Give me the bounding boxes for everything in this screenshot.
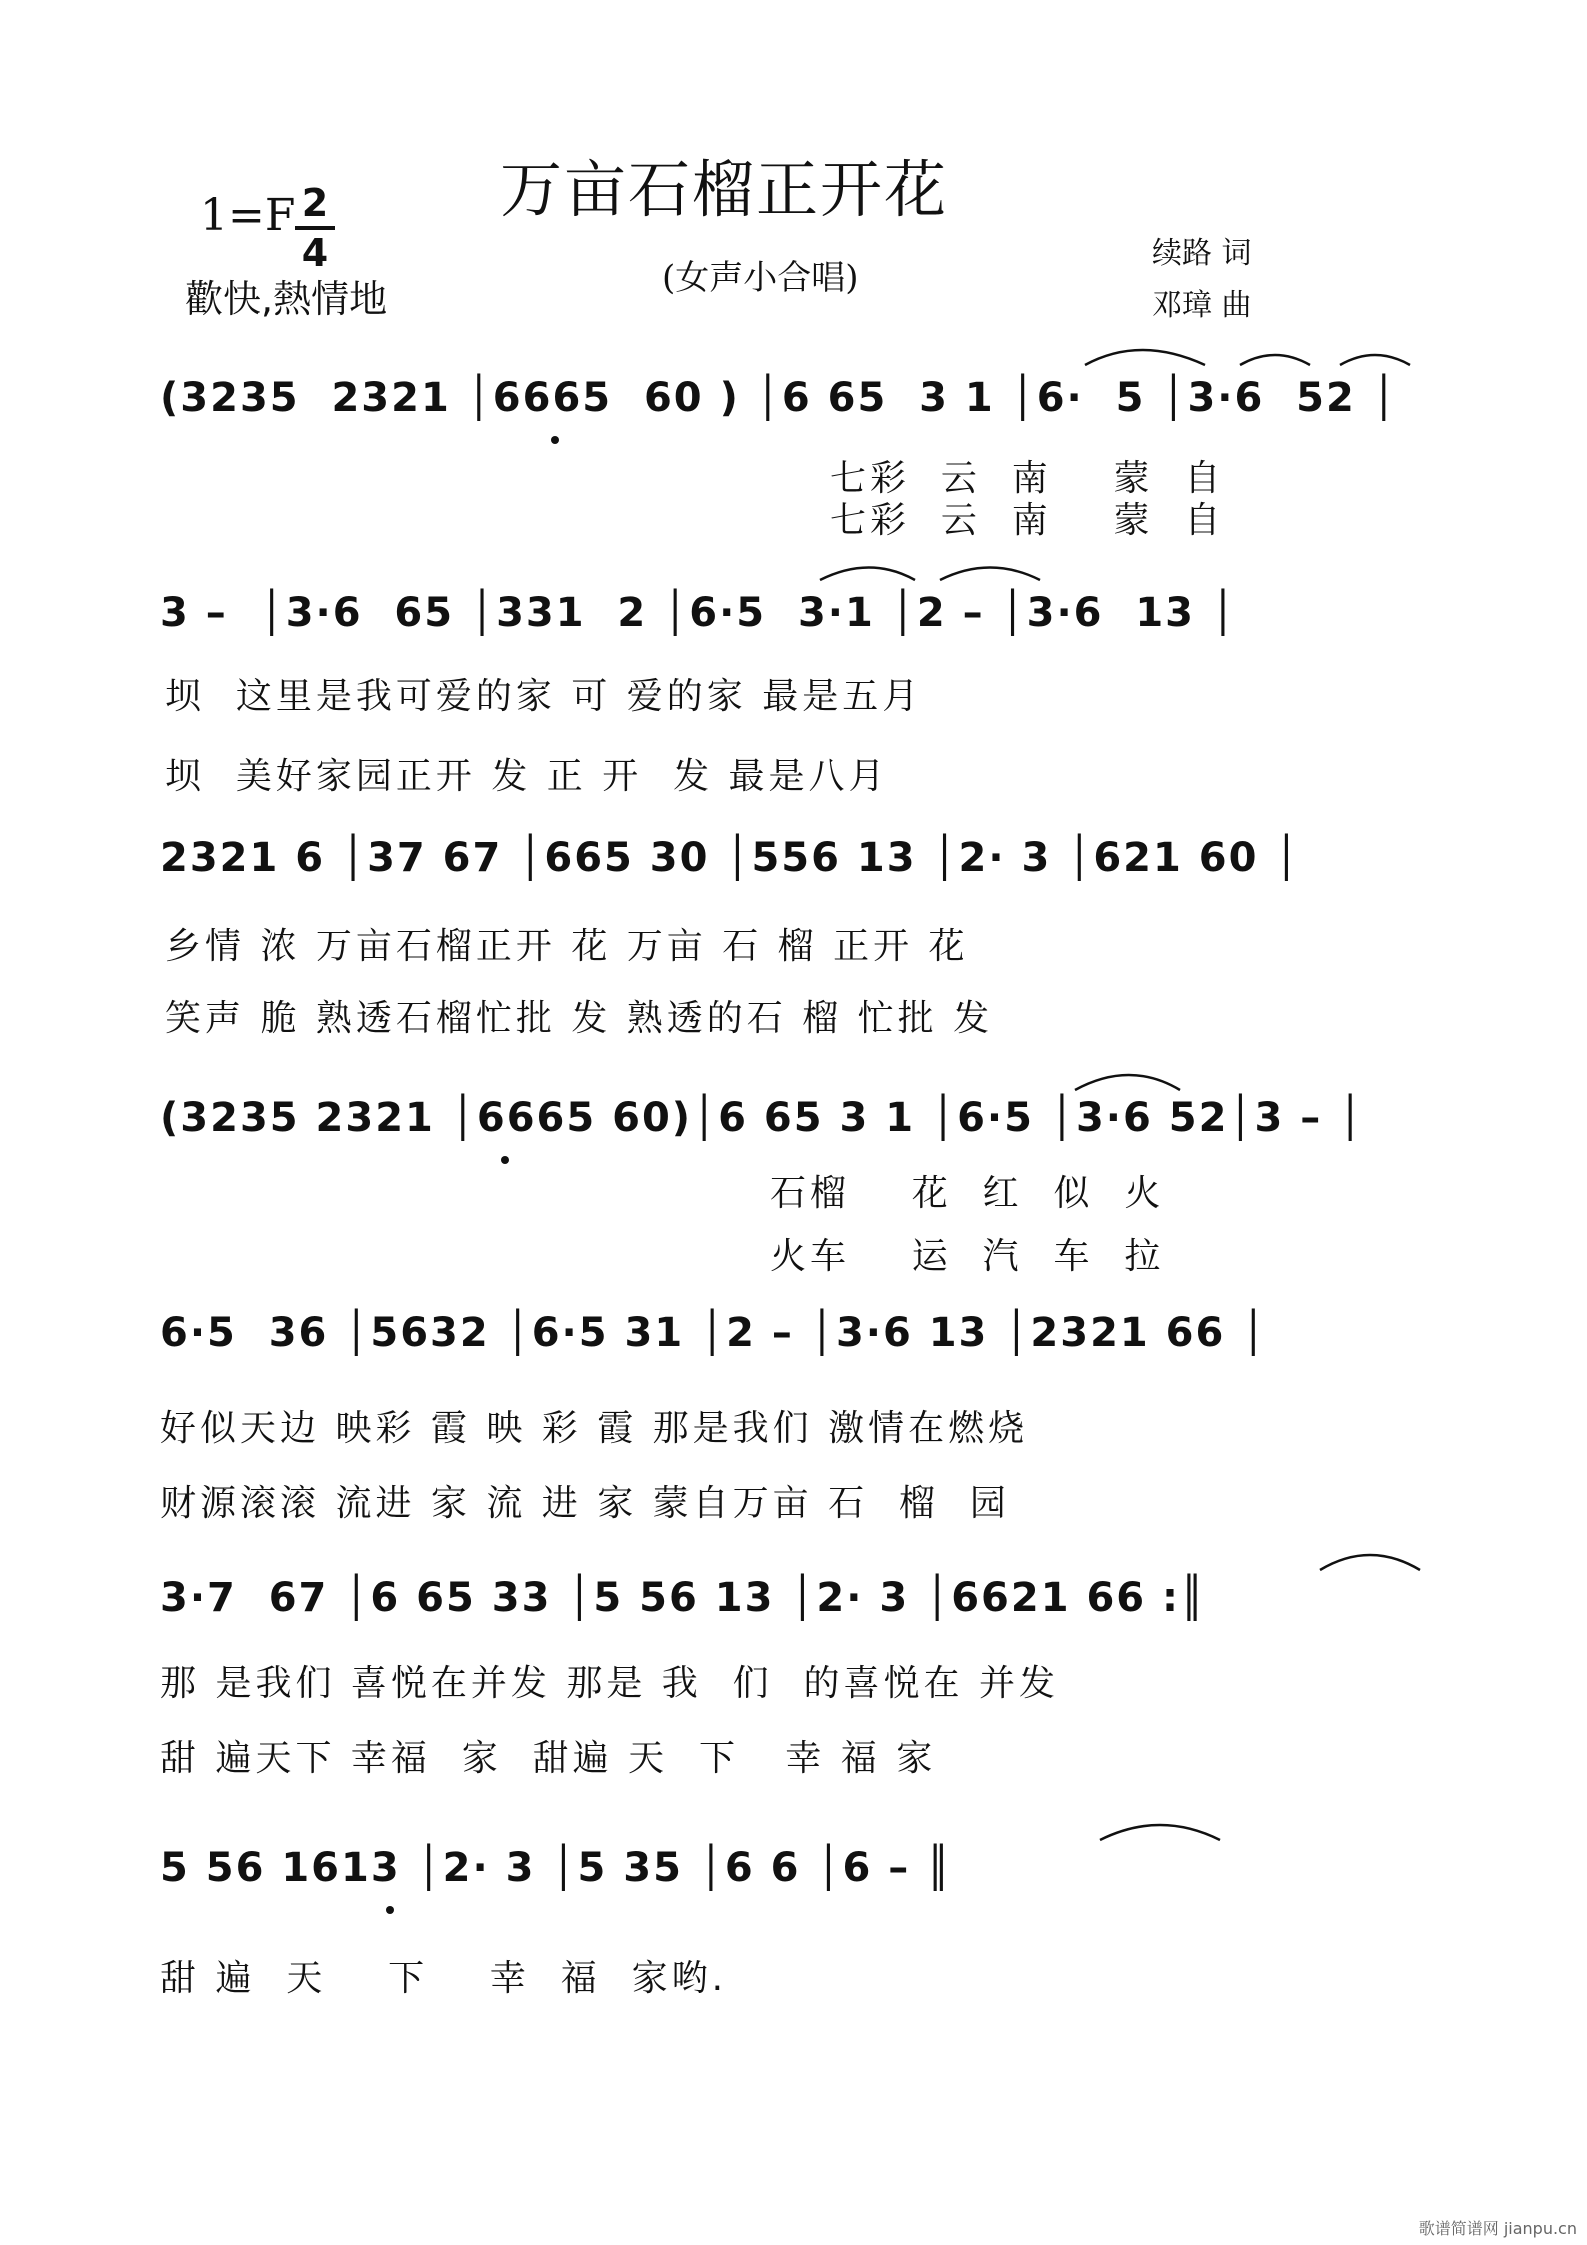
notation-line: 3 – │3·6 65 │331 2 │6·5 3·1 │2 – │3·6 13 │ [160, 590, 1237, 636]
composer-credit: 邓璋 曲 [1152, 288, 1252, 323]
song-title: 万亩石榴正开花 [500, 153, 949, 226]
lyric-line: 乡情 浓 万亩石榴正开 花 万亩 石 榴 正开 花 [165, 926, 969, 967]
time-signature-top: 2 [301, 181, 329, 225]
notation-line: (3235 2321 │6665 60 ) │6 65 3 1 │6· 5 │3·6 52 │ [160, 375, 1398, 421]
lyric-line: 笑声 脆 熟透石榴忙批 发 熟透的石 榴 忙批 发 [165, 998, 994, 1039]
lyric-line: 坝 美好家园正开 发 正 开 发 最是八月 [165, 756, 889, 797]
lyric-line: 甜 遍天下 幸福 家 甜遍 天 下 幸 福 家 [160, 1738, 937, 1779]
lyric-line: 财源滚滚 流进 家 流 进 家 蒙自万亩 石 榴 园 [160, 1483, 1010, 1524]
lyric-line: 七彩 云 南 蒙 自 [830, 458, 1225, 499]
watermark: 歌谱简谱网 jianpu.cn [1418, 2219, 1577, 2238]
song-subtitle: (女声小合唱) [662, 258, 859, 298]
time-signature-bottom: 4 [301, 231, 329, 275]
notation-line: 6·5 36 │5632 │6·5 31 │2 – │3·6 13 │2321 66 │ [160, 1310, 1268, 1356]
lyric-line: 那 是我们 喜悦在并发 那是 我 们 的喜悦在 并发 [160, 1663, 1059, 1704]
notation-line: (3235 2321 │6665 60)│6 65 3 1 │6·5 │3·6 52│3 – │ [160, 1095, 1365, 1141]
lyric-line: 石榴 花 红 似 火 [770, 1173, 1165, 1214]
lyric-line: 火车 运 汽 车 拉 [770, 1236, 1165, 1277]
tempo-marking: 歡快,熱情地 [185, 277, 388, 321]
lyricist-credit: 续路 词 [1152, 236, 1252, 271]
notation-line: 5 56 1613 │2· 3 │5 35 │6 6 │6 – ║ [160, 1845, 953, 1891]
lyric-line: 坝 这里是我可爱的家 可 爱的家 最是五月 [165, 676, 923, 717]
lyric-line: 七彩 云 南 蒙 自 [830, 500, 1225, 541]
notation-line: 3·7 67 │6 65 33 │5 56 13 │2· 3 │6621 66 :║ [160, 1575, 1207, 1621]
lyric-line: 好似天边 映彩 霞 映 彩 霞 那是我们 激情在燃烧 [160, 1408, 1029, 1449]
key-signature: 1=F [200, 190, 296, 241]
notation-line: 2321 6 │37 67 │665 30 │556 13 │2· 3 │621 60 │ [160, 835, 1301, 881]
lyric-line: 甜 遍 天 下 幸 福 家哟. [160, 1958, 728, 1999]
